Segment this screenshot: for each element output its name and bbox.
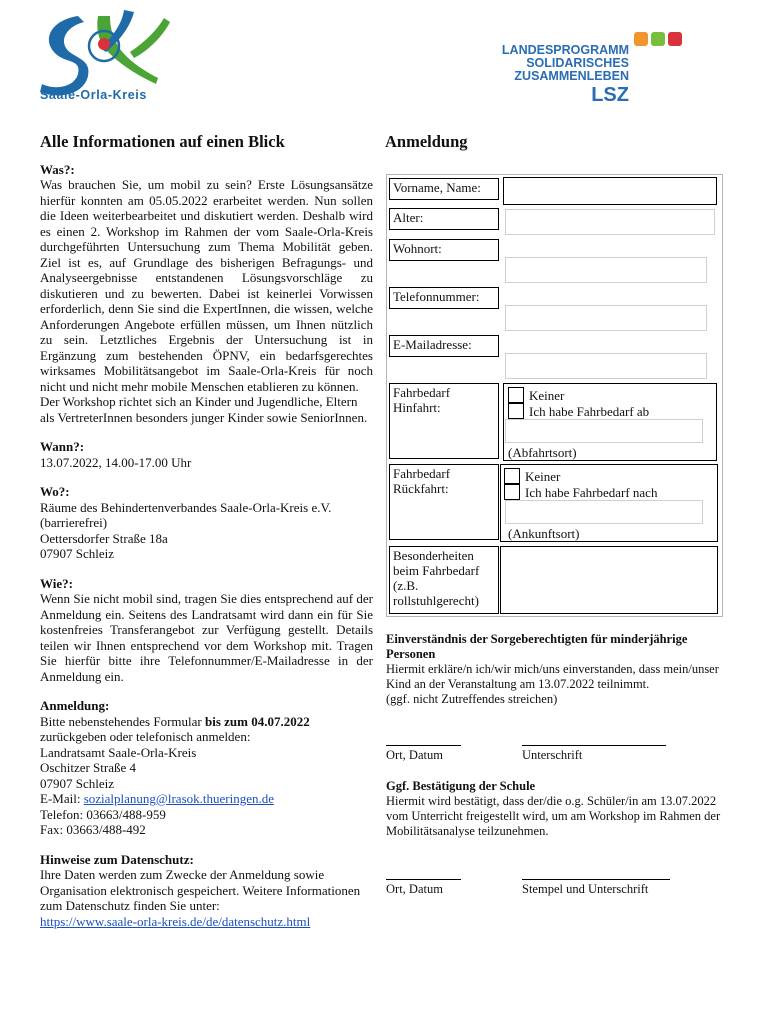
age-label: Alter:: [389, 208, 499, 230]
wo-line: 07907 Schleiz: [40, 546, 115, 561]
outbound-option-need[interactable]: [508, 403, 649, 419]
phone-field[interactable]: [505, 305, 707, 331]
section-wann: [40, 439, 373, 470]
special-needs-label: Besonderheiten beim Fahrbedarf (z.B. rollstuhlgerecht): [389, 546, 499, 614]
outbound-option-need-label: Ich habe Fahrbedarf ab: [529, 404, 650, 419]
email-label: E-Mailadresse:: [389, 335, 499, 357]
section-wie: [40, 576, 373, 685]
anmeldung-line-1: [40, 714, 373, 730]
school-stamp-label: Stempel und Unterschrift: [522, 879, 670, 897]
checkbox[interactable]: [504, 468, 520, 484]
lsz-line-1: LANDESPROGRAMM: [501, 43, 629, 57]
consent-signature: [522, 745, 666, 763]
anmeldung-heading: Anmeldung:: [40, 698, 110, 713]
wann-text: 13.07.2022, 14.00-17.00 Uhr: [40, 454, 192, 470]
phone-line: Telefon: 03663/488-959: [40, 806, 166, 822]
logo-caption: Saale-Orla-Kreis: [40, 88, 147, 102]
section-datenschutz: [40, 852, 373, 930]
consent-place-date: [386, 745, 461, 763]
phone-label: Telefonnummer:: [389, 287, 499, 309]
consent-section: [386, 632, 731, 707]
school-stamp: [522, 879, 670, 897]
wie-heading: Wie?:: [40, 575, 73, 591]
fax-line: Fax: 03663/488-492: [40, 822, 146, 837]
city-label: Wohnort:: [389, 239, 499, 261]
lsz-line-3: ZUSAMMENLEBEN: [514, 69, 629, 83]
email-field[interactable]: [505, 353, 707, 379]
departure-caption: (Abfahrtsort): [508, 445, 577, 460]
info-title: Alle Informationen auf einen Blick: [40, 132, 285, 151]
section-was: [40, 162, 373, 426]
registration-column: [385, 134, 720, 150]
wann-heading: Wann?:: [40, 439, 85, 454]
city-field[interactable]: [505, 257, 707, 283]
arrival-field[interactable]: [505, 500, 703, 524]
wo-heading: Wo?:: [40, 484, 70, 499]
anmeldung-line-4: Oschitzer Straße 4: [40, 760, 137, 775]
datenschutz-link[interactable]: https://www.saale-orla-kreis.de/de/datenschutz.html: [40, 913, 311, 929]
email-link[interactable]: sozialplanung@lrasok.thueringen.de: [83, 791, 274, 806]
was-text-2: Der Workshop richtet sich an Kinder und Jugendliche, Eltern als VertreterInnen besonders junger Kinder sowie SeniorInnen.: [40, 394, 368, 425]
school-place-date-label: Ort, Datum: [386, 879, 461, 897]
wie-text: Wenn Sie nicht mobil sind, tragen Sie dies entsprechend auf der Anmeldung ein. Seitens des Landratsamt wird dann ein für Sie kostenfreies Transferangebot zur Verfügung gestellt. Details teilen wir Ihnen entsprechend vor dem Workshop mit. Tragen Sie hierfür bitte ihre Telefonnummer/E-Mailadresse in der Anmeldung ein.: [40, 591, 373, 684]
wo-line: (barrierefrei): [40, 515, 108, 530]
consent-heading: Einverständnis der Sorgeberechtigten für minderjährige Personen: [386, 632, 688, 661]
return-option-none[interactable]: [504, 468, 560, 484]
name-field[interactable]: [503, 177, 717, 205]
registration-form: [386, 174, 723, 617]
section-anmeldung: [40, 698, 373, 838]
lsz-logo-text: [493, 44, 629, 106]
wo-line: Oettersdorfer Straße 18a: [40, 530, 168, 546]
registration-title: Anmeldung: [385, 132, 468, 151]
school-section: [386, 779, 721, 839]
return-option-need-label: Ich habe Fahrbedarf nach: [525, 485, 658, 500]
lsz-line-2: SOLIDARISCHES: [526, 56, 629, 70]
outbound-option-none[interactable]: [508, 387, 564, 403]
lsz-square-red: [668, 32, 682, 46]
anmeldung-line-5: 07907 Schleiz: [40, 775, 115, 791]
return-option-none-label: Keiner: [525, 469, 561, 484]
consent-signature-label: Unterschrift: [522, 745, 666, 763]
checkbox[interactable]: [508, 387, 524, 403]
section-wo: [40, 484, 373, 562]
name-label: Vorname, Name:: [389, 178, 499, 200]
outbound-label: Fahrbedarf Hinfahrt:: [389, 383, 499, 459]
checkbox[interactable]: [504, 484, 520, 500]
checkbox[interactable]: [508, 403, 524, 419]
datenschutz-heading: Hinweise zum Datenschutz:: [40, 851, 194, 867]
info-column: [40, 134, 373, 943]
was-text: Was brauchen Sie, um mobil zu sein? Erste Lösungsansätze hierfür konnten am 05.05.2022 erarbeitet werden. Nun sollen die Ideen weiterbearbeitet und diskutiert werden. Deshalb wird es einen 2. Workshop im Rahmen der vom Saale-Orla-Kreis durchgeführten Untersuchung zum Thema Mobilität geben. Ziel ist es, auf Grundlage des bisherigen Befragungs- und Analyseergebnisse entstandenen Lösungsvorschläge zu diskutieren und zu bewerten. Dabei ist keinerlei Vorwissen erforderlich, denn Sie sind die ExpertInnen, die wissen, welche Anforderungen Angebote erfüllen müssen, um Ihnen nützlich zu sein. Letztliches Ergebnis der Untersuchung ist in Ergänzung zum bestehenden ÖPNV, ein bedarfsgerechtes wirksames Mobilitätsangebot im Saale-Orla-Kreis für noch nicht und nicht mehr mobile Menschen etablieren zu können.: [40, 177, 373, 394]
lsz-color-squares: [634, 32, 685, 51]
return-label: Fahrbedarf Rückfahrt:: [389, 464, 499, 540]
return-option-need[interactable]: [504, 484, 657, 500]
email-line: [40, 791, 373, 807]
lsz-square-green: [651, 32, 665, 46]
age-field[interactable]: [505, 209, 715, 235]
consent-place-date-label: Ort, Datum: [386, 745, 461, 763]
lsz-short: LSZ: [591, 84, 629, 106]
outbound-option-none-label: Keiner: [529, 388, 565, 403]
email-label: E-Mail:: [40, 791, 84, 806]
anmeldung-deadline: bis zum 04.07.2022: [205, 713, 310, 729]
school-place-date: [386, 879, 461, 897]
special-needs-field[interactable]: [500, 546, 718, 614]
datenschutz-text: Ihre Daten werden zum Zwecke der Anmeldung sowie Organisation elektronisch gespeichert. Weitere Informationen zum Datenschutz finden Sie unter:: [40, 867, 361, 913]
school-heading: Ggf. Bestätigung der Schule: [386, 779, 536, 793]
anmeldung-line-2: zurückgeben oder telefonisch anmelden:: [40, 729, 251, 744]
was-heading: Was?:: [40, 161, 75, 177]
school-text: Hiermit wird bestätigt, dass der/die o.g. Schüler/in am 13.07.2022 vom Unterricht freigestellt wird, um am Workshop im Rahmen der Mobilitätsanalyse teilzunehmen.: [386, 794, 721, 838]
consent-note: (ggf. nicht Zutreffendes streichen): [386, 692, 558, 706]
arrival-caption: (Ankunftsort): [508, 526, 580, 541]
lsz-square-orange: [634, 32, 648, 46]
anmeldung-line-1-text: Bitte nebenstehendes Formular: [40, 713, 205, 729]
departure-field[interactable]: [505, 419, 703, 443]
anmeldung-line-3: Landratsamt Saale-Orla-Kreis: [40, 744, 197, 760]
consent-text: Hiermit erkläre/n ich/wir mich/uns einverstanden, dass mein/unser Kind an der Veranstaltung am 13.07.2022 teilnimmt.: [386, 662, 719, 691]
wo-line: Räume des Behindertenverbandes Saale-Orla-Kreis e.V.: [40, 499, 332, 515]
